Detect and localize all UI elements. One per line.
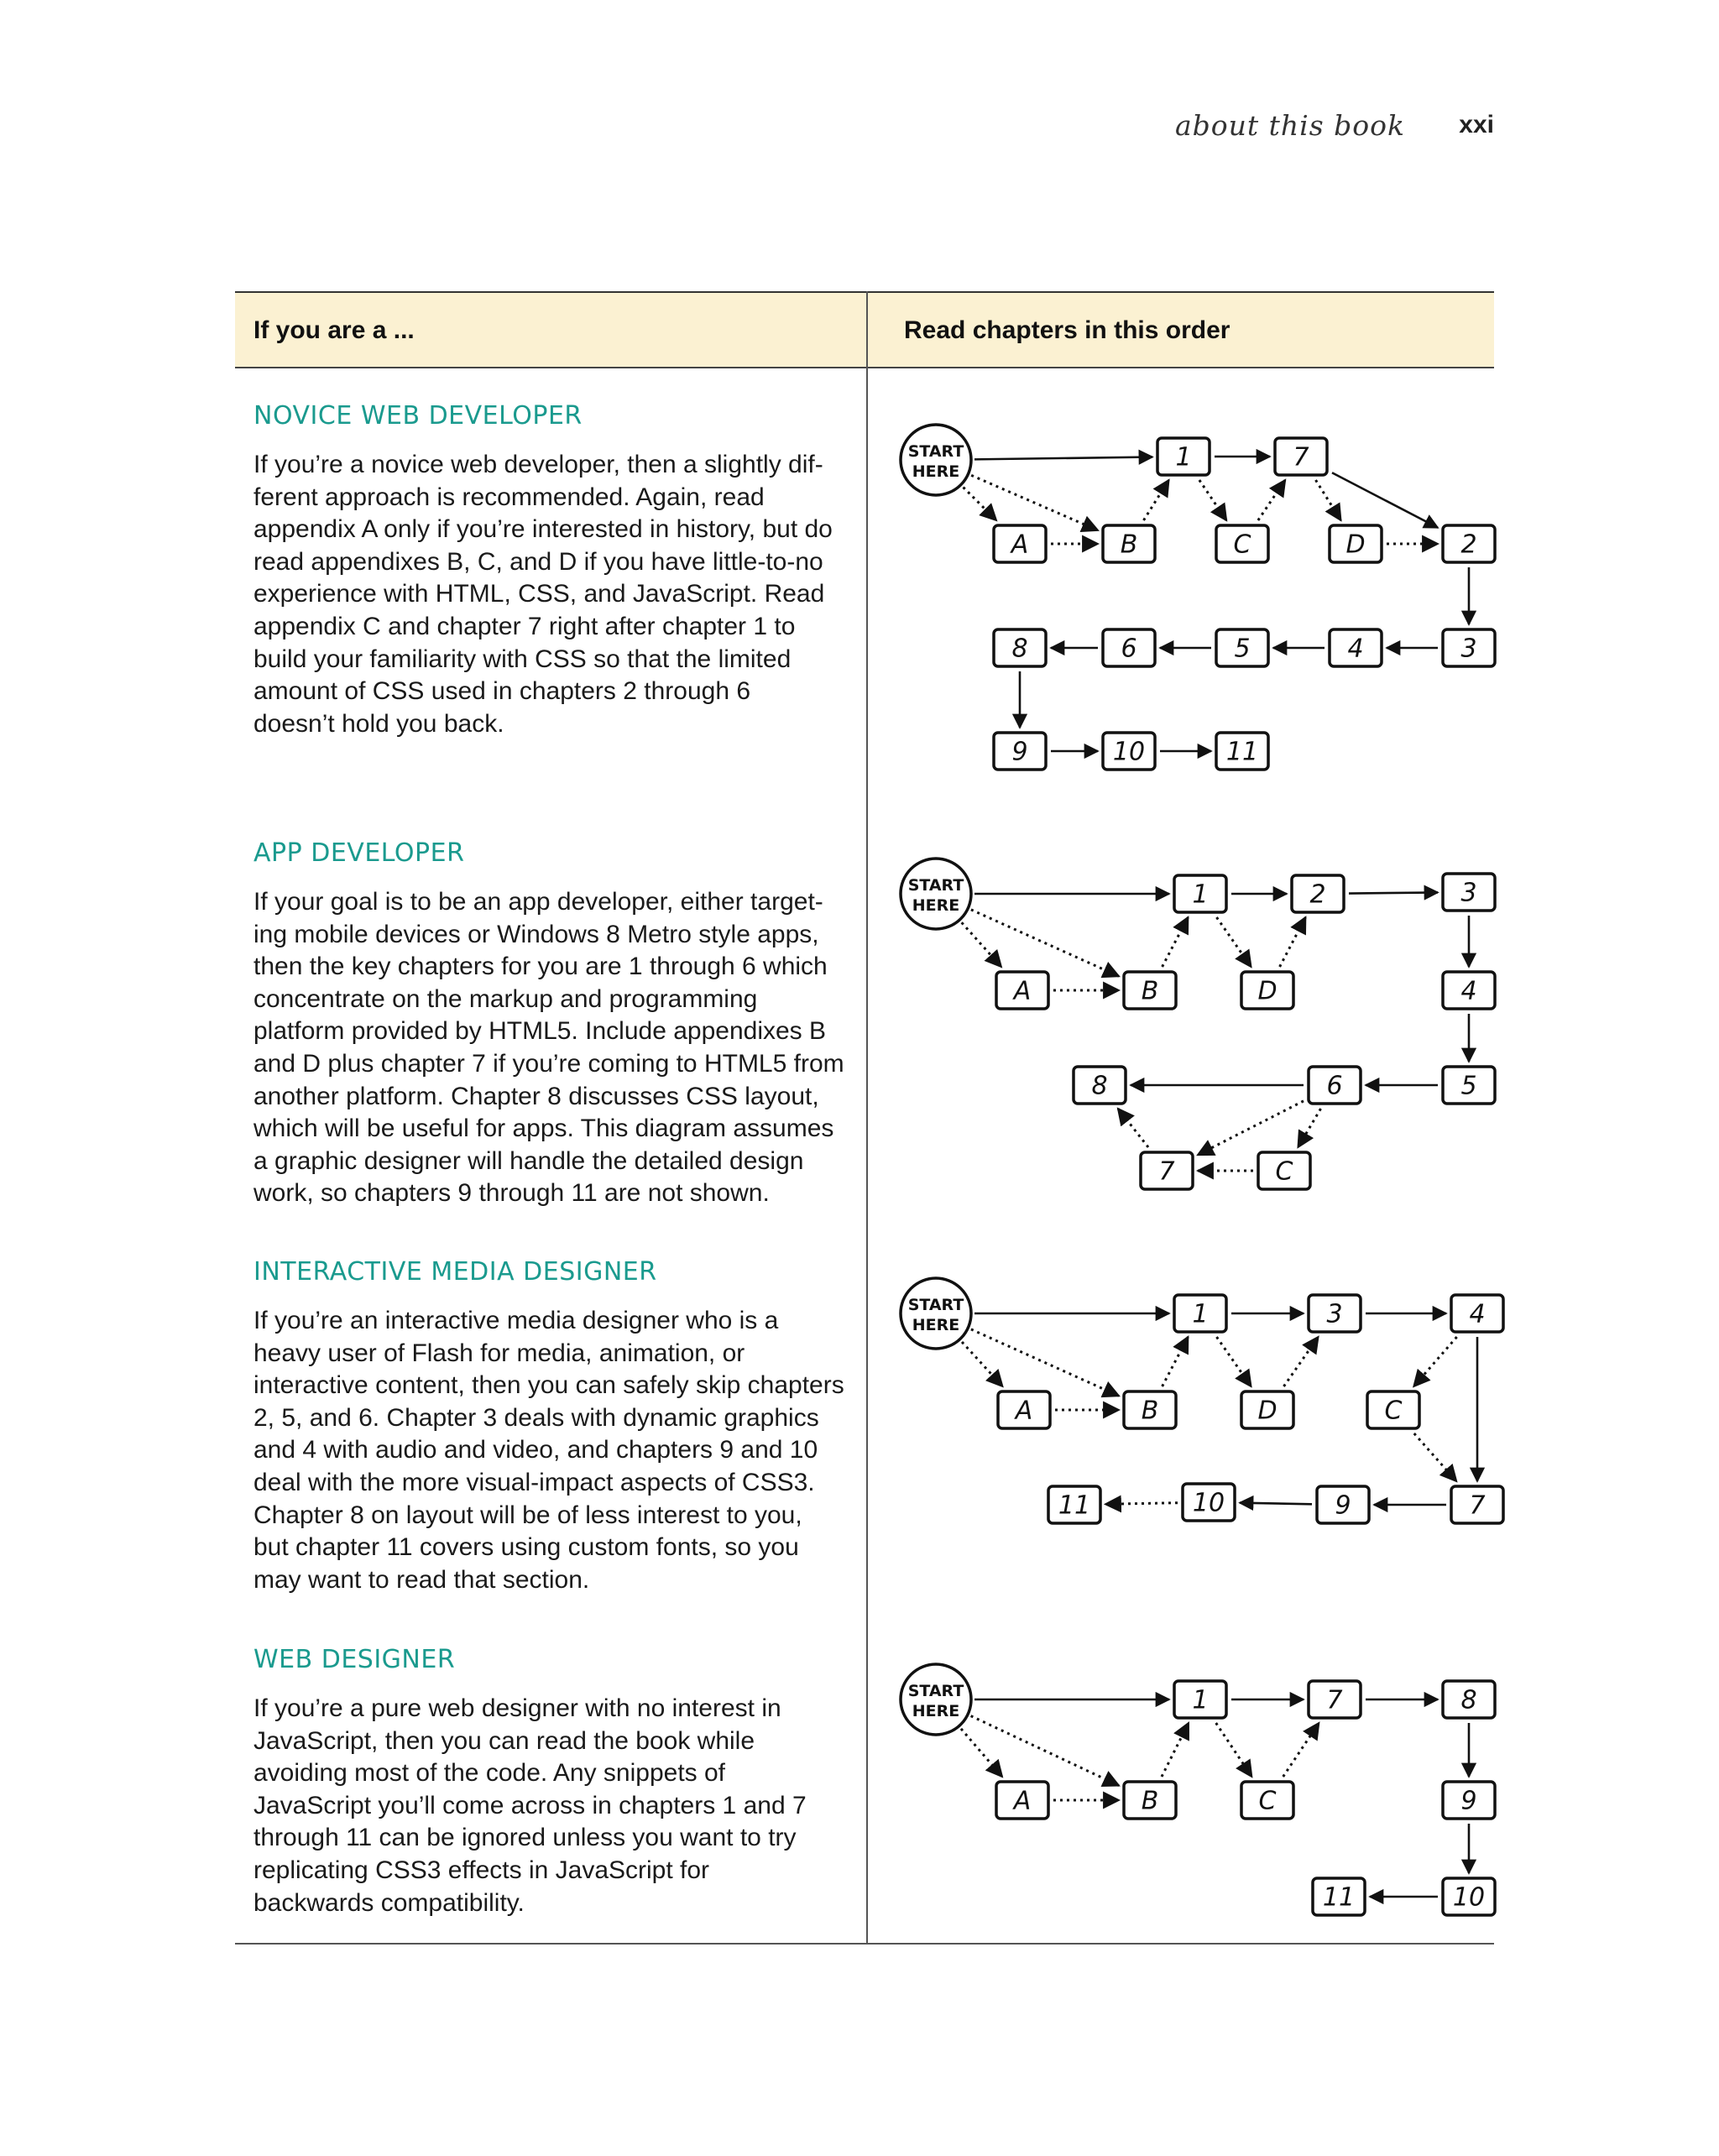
chapter-box-label: 7: [1326, 1685, 1343, 1715]
chapter-box-10: [1183, 1484, 1235, 1521]
chapter-box-label: B: [1120, 530, 1138, 560]
chapter-box-B: [1124, 972, 1176, 1009]
chapter-box-3: [1443, 629, 1495, 666]
arrow-start-to-A: [964, 488, 996, 520]
arrow-D-to-3: [1283, 1337, 1318, 1386]
chapter-box-label: B: [1141, 976, 1159, 1006]
start-here-circle: [901, 425, 971, 495]
chapter-box-label: C: [1233, 530, 1251, 560]
chapter-box-C: [1258, 1152, 1310, 1189]
chapter-box-C: [1216, 525, 1268, 562]
row-web-designer: [253, 1645, 858, 1919]
row-app-developer: [253, 838, 858, 1210]
chapter-box-B: [1124, 1391, 1176, 1428]
chapter-box-label: A: [1015, 1396, 1033, 1426]
chapter-box-label: A: [1013, 976, 1032, 1006]
chapter-box-label: B: [1141, 1396, 1159, 1426]
chapter-box-C: [1367, 1391, 1419, 1428]
chapter-box-label: 7: [1293, 442, 1309, 472]
chapter-box-label: A: [1011, 530, 1029, 560]
chapter-box-label: 1: [1192, 1685, 1209, 1715]
chapter-box-11: [1048, 1486, 1100, 1523]
chapter-box-1: [1174, 875, 1226, 912]
chapter-box-label: C: [1258, 1786, 1277, 1816]
arrow-7-to-D: [1316, 480, 1341, 520]
row-interactive-media-designer: [253, 1257, 858, 1596]
chapter-box-1: [1174, 1295, 1226, 1332]
arrow-C-to-7: [1258, 480, 1285, 520]
role-title: WEB DESIGNER: [253, 1645, 456, 1674]
chapter-box-D: [1330, 525, 1382, 562]
chapter-box-label: 3: [1460, 878, 1477, 908]
chapter-box-B: [1103, 525, 1155, 562]
arrow-D-to-2: [1280, 917, 1306, 967]
arrow-start-to-A: [962, 922, 1001, 967]
chapter-box-A: [996, 1782, 1048, 1819]
start-label-line: HERE: [912, 462, 960, 481]
chapter-box-2: [1443, 525, 1495, 562]
chapter-box-B: [1124, 1782, 1176, 1819]
chapter-box-label: 2: [1460, 530, 1477, 560]
arrow-10-to-11: [1105, 1503, 1178, 1505]
chapter-box-label: 3: [1326, 1299, 1343, 1329]
chapter-box-7: [1309, 1681, 1361, 1718]
chapter-box-label: 9: [1335, 1490, 1351, 1521]
arrow-7-to-8: [1118, 1109, 1148, 1147]
arrow-B-to-1: [1163, 1337, 1189, 1386]
chapter-box-label: 4: [1460, 976, 1477, 1006]
chapter-box-label: 8: [1460, 1685, 1477, 1715]
chapter-box-label: 1: [1192, 880, 1209, 910]
chapter-box-A: [996, 972, 1048, 1009]
chapter-box-label: 5: [1234, 634, 1251, 664]
chapter-box-11: [1313, 1878, 1365, 1915]
chapter-box-8: [994, 629, 1046, 666]
start-label-line: START: [907, 1682, 964, 1700]
role-description: If you’re an interactive media designer who is a heavy user of Flash for media, animation, or interactive content, then you can safely skip chapters 2, 5, and 6. Chapter 3 deals with dynamic graphics and 4 with audio and video, and chapters 9 and 10 deal with the more visual-impact aspects of CSS3. Chapter 8 on layout will be of less interest to you, but chapter 11 covers using custom fonts, so you may want to read that section.: [253, 1307, 844, 1594]
header-right: Read chapters in this order: [904, 316, 1230, 344]
chapter-box-5: [1216, 629, 1268, 666]
chapter-box-4: [1330, 629, 1382, 666]
arrow-B-to-1: [1162, 1723, 1189, 1777]
table-bottom-rule: [235, 1943, 1494, 1945]
chapter-box-label: 4: [1347, 634, 1364, 664]
role-description: If you’re a pure web designer with no interest in JavaScript, then you can read the book while avoiding most of the code. Any snippets of JavaScript you’ll come across in chapters 1 and 7 through 11 can be ignored unless you want to try replicating CSS3 effects in JavaScript for backwards compatibility.: [253, 1694, 807, 1917]
chapter-box-11: [1216, 733, 1268, 770]
start-label-line: START: [907, 1296, 964, 1314]
chapter-box-label: 11: [1225, 737, 1259, 767]
chapter-box-9: [1317, 1486, 1369, 1523]
flow-diagram-web-designer: [890, 1649, 1494, 1926]
chapter-box-6: [1309, 1067, 1361, 1104]
chapter-box-label: 10: [1112, 737, 1146, 767]
chapter-box-label: 1: [1192, 1299, 1209, 1329]
arrow-B-to-1: [1144, 480, 1169, 520]
chapter-box-4: [1443, 972, 1495, 1009]
chapter-box-A: [994, 525, 1046, 562]
chapter-box-label: 7: [1469, 1490, 1486, 1521]
chapter-box-A: [998, 1391, 1050, 1428]
chapter-box-label: 8: [1011, 634, 1028, 664]
header-left: If you are a ...: [253, 316, 415, 344]
chapter-box-label: 6: [1121, 634, 1137, 664]
chapter-box-2: [1292, 875, 1344, 912]
arrow-1-to-C: [1199, 480, 1226, 520]
arrow-9-to-10: [1240, 1503, 1312, 1505]
chapter-box-label: 10: [1192, 1488, 1225, 1518]
chapter-box-label: 4: [1469, 1299, 1486, 1329]
running-head-title: about this book: [1175, 109, 1406, 142]
chapter-box-label: C: [1384, 1396, 1403, 1426]
chapter-box-label: D: [1257, 1396, 1277, 1426]
arrow-start-to-B: [971, 1329, 1119, 1396]
chapter-box-3: [1309, 1295, 1361, 1332]
arrow-7-to-2: [1332, 472, 1438, 528]
chapter-box-9: [994, 733, 1046, 770]
chapter-box-7: [1141, 1152, 1193, 1189]
chapter-box-label: 1: [1175, 442, 1192, 472]
chapter-box-label: 8: [1091, 1071, 1108, 1101]
chapter-box-3: [1443, 874, 1495, 911]
chapter-box-6: [1103, 629, 1155, 666]
start-label-line: HERE: [912, 1702, 960, 1720]
running-head: [1116, 109, 1494, 151]
start-label-line: HERE: [912, 1316, 960, 1334]
arrow-C-to-7: [1414, 1433, 1456, 1481]
chapter-box-4: [1451, 1295, 1503, 1332]
chapter-box-label: 7: [1158, 1156, 1175, 1187]
arrow-1-to-D: [1216, 1337, 1251, 1386]
arrow-B-to-1: [1163, 917, 1189, 967]
chapter-box-label: 2: [1309, 880, 1326, 910]
start-here-circle: [901, 1664, 971, 1735]
chapter-box-label: A: [1013, 1786, 1032, 1816]
arrow-start-to-A: [962, 1342, 1002, 1386]
chapter-box-label: 11: [1058, 1490, 1091, 1521]
flow-diagram-app-developer: [890, 843, 1494, 1196]
role-title: INTERACTIVE MEDIA DESIGNER: [253, 1257, 657, 1287]
row-novice-web-developer: [253, 401, 858, 740]
chapter-box-5: [1443, 1067, 1495, 1104]
arrow-start-to-1: [974, 457, 1152, 460]
start-label-line: START: [907, 442, 964, 461]
chapter-box-C: [1241, 1782, 1293, 1819]
chapter-box-D: [1241, 1391, 1293, 1428]
chapter-box-label: B: [1141, 1786, 1159, 1816]
flow-diagram-media-designer: [890, 1263, 1494, 1532]
arrow-start-to-A: [961, 1729, 1002, 1777]
chapter-box-8: [1074, 1067, 1126, 1104]
arrow-6-to-C: [1298, 1109, 1320, 1147]
flow-diagram-novice: [890, 411, 1494, 780]
chapter-box-label: D: [1345, 530, 1366, 560]
arrow-2-to-3: [1349, 892, 1438, 893]
arrow-C-to-7: [1283, 1723, 1319, 1777]
role-title: NOVICE WEB DEVELOPER: [253, 401, 583, 431]
chapter-box-10: [1443, 1878, 1495, 1915]
arrow-4-to-C: [1413, 1337, 1456, 1386]
chapter-box-8: [1443, 1681, 1495, 1718]
chapter-box-7: [1275, 438, 1327, 475]
column-divider: [866, 291, 868, 1945]
start-label-line: HERE: [912, 896, 960, 915]
chapter-box-label: 9: [1011, 737, 1028, 767]
arrow-start-to-B: [971, 910, 1119, 976]
chapter-box-label: 3: [1460, 634, 1477, 664]
chapter-box-label: 9: [1460, 1786, 1477, 1816]
chapter-box-9: [1443, 1782, 1495, 1819]
role-description: If your goal is to be an app developer, either target- ing mobile devices or Windows 8 Metro style apps, then the key chapters for you are 1 through 6 which concentrate on the markup and programming platform provided by HTML5. Include appendixes B and D plus chapter 7 if you’re coming to HTML5 from another platform. Chapter 8 discusses CSS layout, which will be useful for apps. This diagram assumes a graphic designer will handle the detailed design work, so chapters 9 through 11 are not shown.: [253, 888, 844, 1208]
chapter-box-label: 10: [1452, 1882, 1486, 1913]
role-description: If you’re a novice web developer, then a slightly dif- ferent approach is recommended. Again, read appendix A only if you’re interested in history, but do read appendixes B, C, and D if you have little-to-no experience with HTML, CSS, and JavaScript. Read appendix C and chapter 7 right after chapter 1 to build your familiarity with CSS so that the limited amount of CSS used in chapters 2 through 6 doesn’t hold you back.: [253, 451, 833, 738]
arrow-1-to-C: [1216, 1723, 1252, 1777]
chapter-box-label: D: [1257, 976, 1277, 1006]
chapter-box-1: [1157, 438, 1210, 475]
start-here-circle: [901, 859, 971, 929]
chapter-box-label: C: [1275, 1156, 1293, 1187]
start-here-circle: [901, 1278, 971, 1349]
chapter-box-D: [1241, 972, 1293, 1009]
arrow-1-to-D: [1216, 917, 1251, 967]
chapter-box-10: [1103, 733, 1155, 770]
role-title: APP DEVELOPER: [253, 838, 465, 868]
arrow-start-to-B: [971, 1716, 1119, 1786]
chapter-box-7: [1451, 1486, 1503, 1523]
arrow-start-to-B: [971, 475, 1098, 530]
chapter-box-label: 11: [1322, 1882, 1356, 1913]
chapter-box-1: [1174, 1681, 1226, 1718]
chapter-box-label: 6: [1326, 1071, 1343, 1101]
table-header: [235, 291, 1494, 368]
chapter-box-label: 5: [1460, 1071, 1477, 1101]
page-number: xxi: [1459, 111, 1494, 138]
arrow-6-to-7: [1198, 1101, 1304, 1155]
start-label-line: START: [907, 876, 964, 895]
